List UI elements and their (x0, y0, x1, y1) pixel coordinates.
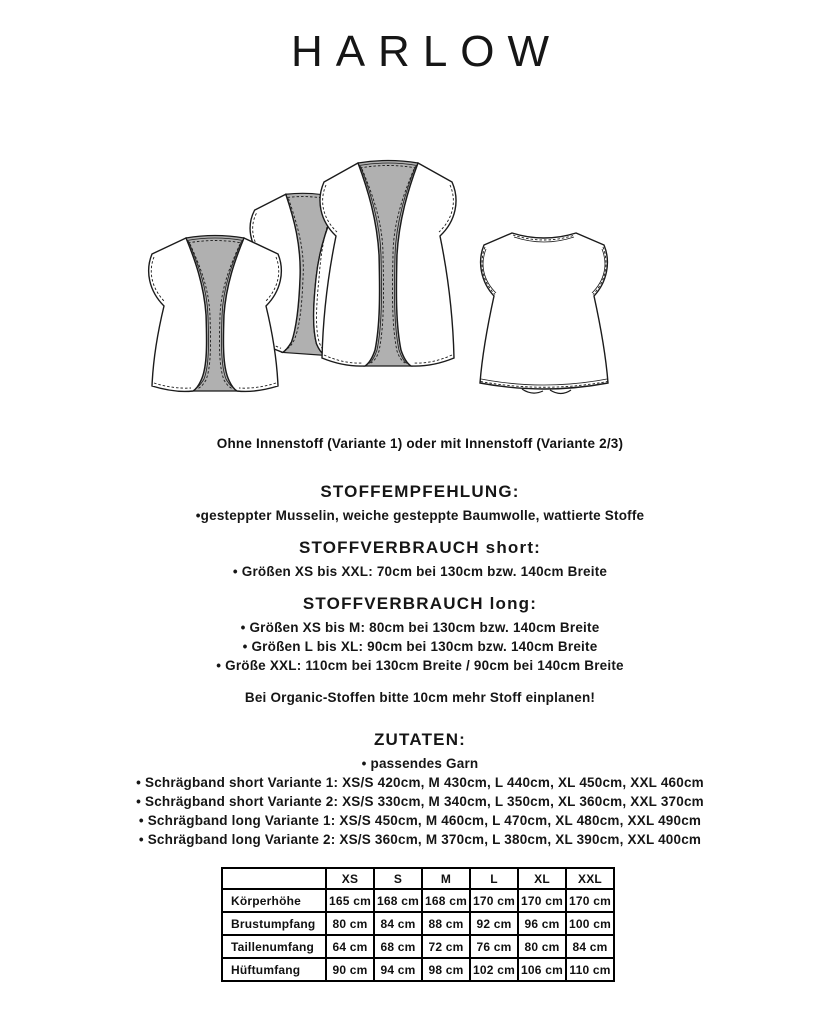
table-cell: 168 cm (374, 889, 422, 912)
vest-illustrations (0, 0, 840, 420)
table-cell: 90 cm (326, 958, 374, 981)
row-label: Brustumpfang (222, 912, 326, 935)
heading-stoffverbrauch-long: STOFFVERBRAUCH long: (302, 594, 538, 613)
vest-long-front-illustration (312, 155, 464, 380)
table-cell: 92 cm (470, 912, 518, 935)
table-row (222, 958, 614, 981)
size-table-header-row (222, 868, 614, 889)
vest-back-view-illustration (470, 225, 618, 400)
size-table (221, 867, 615, 982)
table-cell: 84 cm (566, 935, 614, 958)
table-col-header-xl: XL (518, 868, 566, 889)
table-cell: 170 cm (470, 889, 518, 912)
table-cell: 88 cm (422, 912, 470, 935)
table-cell: 80 cm (518, 935, 566, 958)
table-cell: 102 cm (470, 958, 518, 981)
vest-short-front-illustration (140, 230, 290, 402)
table-cell: 110 cm (566, 958, 614, 981)
table-cell: 94 cm (374, 958, 422, 981)
row-label: Körperhöhe (222, 889, 326, 912)
zutaten-item: • Schrägband short Variante 2: XS/S 330cm, M 340cm, L 350cm, XL 360cm, XXL 370cm (136, 794, 704, 809)
table-cell: 84 cm (374, 912, 422, 935)
table-col-header-xs: XS (326, 868, 374, 889)
table-col-header-l: L (470, 868, 518, 889)
zutaten-item: • Schrägband long Variante 1: XS/S 450cm, M 460cm, L 470cm, XL 480cm, XXL 490cm (138, 813, 702, 828)
row-label: Taillenumfang (222, 935, 326, 958)
table-col-header-s: S (374, 868, 422, 889)
table-cell: 68 cm (374, 935, 422, 958)
table-cell: 165 cm (326, 889, 374, 912)
table-row (222, 889, 614, 912)
stoffverbrauch-long-item: • Größen XS bis M: 80cm bei 130cm bzw. 140cm Breite (240, 620, 600, 635)
table-cell: 76 cm (470, 935, 518, 958)
table-cell: 72 cm (422, 935, 470, 958)
table-cell: 106 cm (518, 958, 566, 981)
pattern-title: HARLOW (290, 27, 563, 76)
instructions-text (0, 482, 840, 849)
heading-stoffempfehlung: STOFFEMPFEHLUNG: (320, 482, 520, 501)
zutaten-item: • passendes Garn (361, 756, 479, 771)
stoffverbrauch-short-item: • Größen XS bis XXL: 70cm bei 130cm bzw. 140cm Breite (232, 564, 608, 579)
table-cell: 170 cm (518, 889, 566, 912)
stoffverbrauch-long-item: • Größe XXL: 110cm bei 130cm Breite / 90cm bei 140cm Breite (216, 658, 624, 673)
row-label: Hüftumfang (222, 958, 326, 981)
table-cell: 80 cm (326, 912, 374, 935)
table-row (222, 935, 614, 958)
stoffverbrauch-long-item: • Größen L bis XL: 90cm bei 130cm bzw. 140cm Breite (242, 639, 598, 654)
zutaten-item: • Schrägband short Variante 1: XS/S 420cm, M 430cm, L 440cm, XL 450cm, XXL 460cm (136, 775, 704, 790)
table-cell: 168 cm (422, 889, 470, 912)
figure-caption: Ohne Innenstoff (Variante 1) oder mit Innenstoff (Variante 2/3) (216, 436, 624, 451)
zutaten-item: • Schrägband long Variante 2: XS/S 360cm, M 370cm, L 380cm, XL 390cm, XXL 400cm (138, 832, 702, 847)
heading-zutaten: ZUTATEN: (373, 730, 467, 749)
table-cell: 98 cm (422, 958, 470, 981)
organic-note: Bei Organic-Stoffen bitte 10cm mehr Stoff einplanen! (244, 690, 596, 705)
table-row (222, 912, 614, 935)
table-cell: 96 cm (518, 912, 566, 935)
table-col-header-xxl: XXL (566, 868, 614, 889)
table-col-header-m: M (422, 868, 470, 889)
stoffempfehlung-item: •gesteppter Musselin, weiche gesteppte Baumwolle, wattierte Stoffe (195, 508, 645, 523)
table-corner-cell (222, 868, 326, 889)
heading-stoffverbrauch-short: STOFFVERBRAUCH short: (298, 538, 542, 557)
table-cell: 100 cm (566, 912, 614, 935)
table-cell: 64 cm (326, 935, 374, 958)
table-cell: 170 cm (566, 889, 614, 912)
